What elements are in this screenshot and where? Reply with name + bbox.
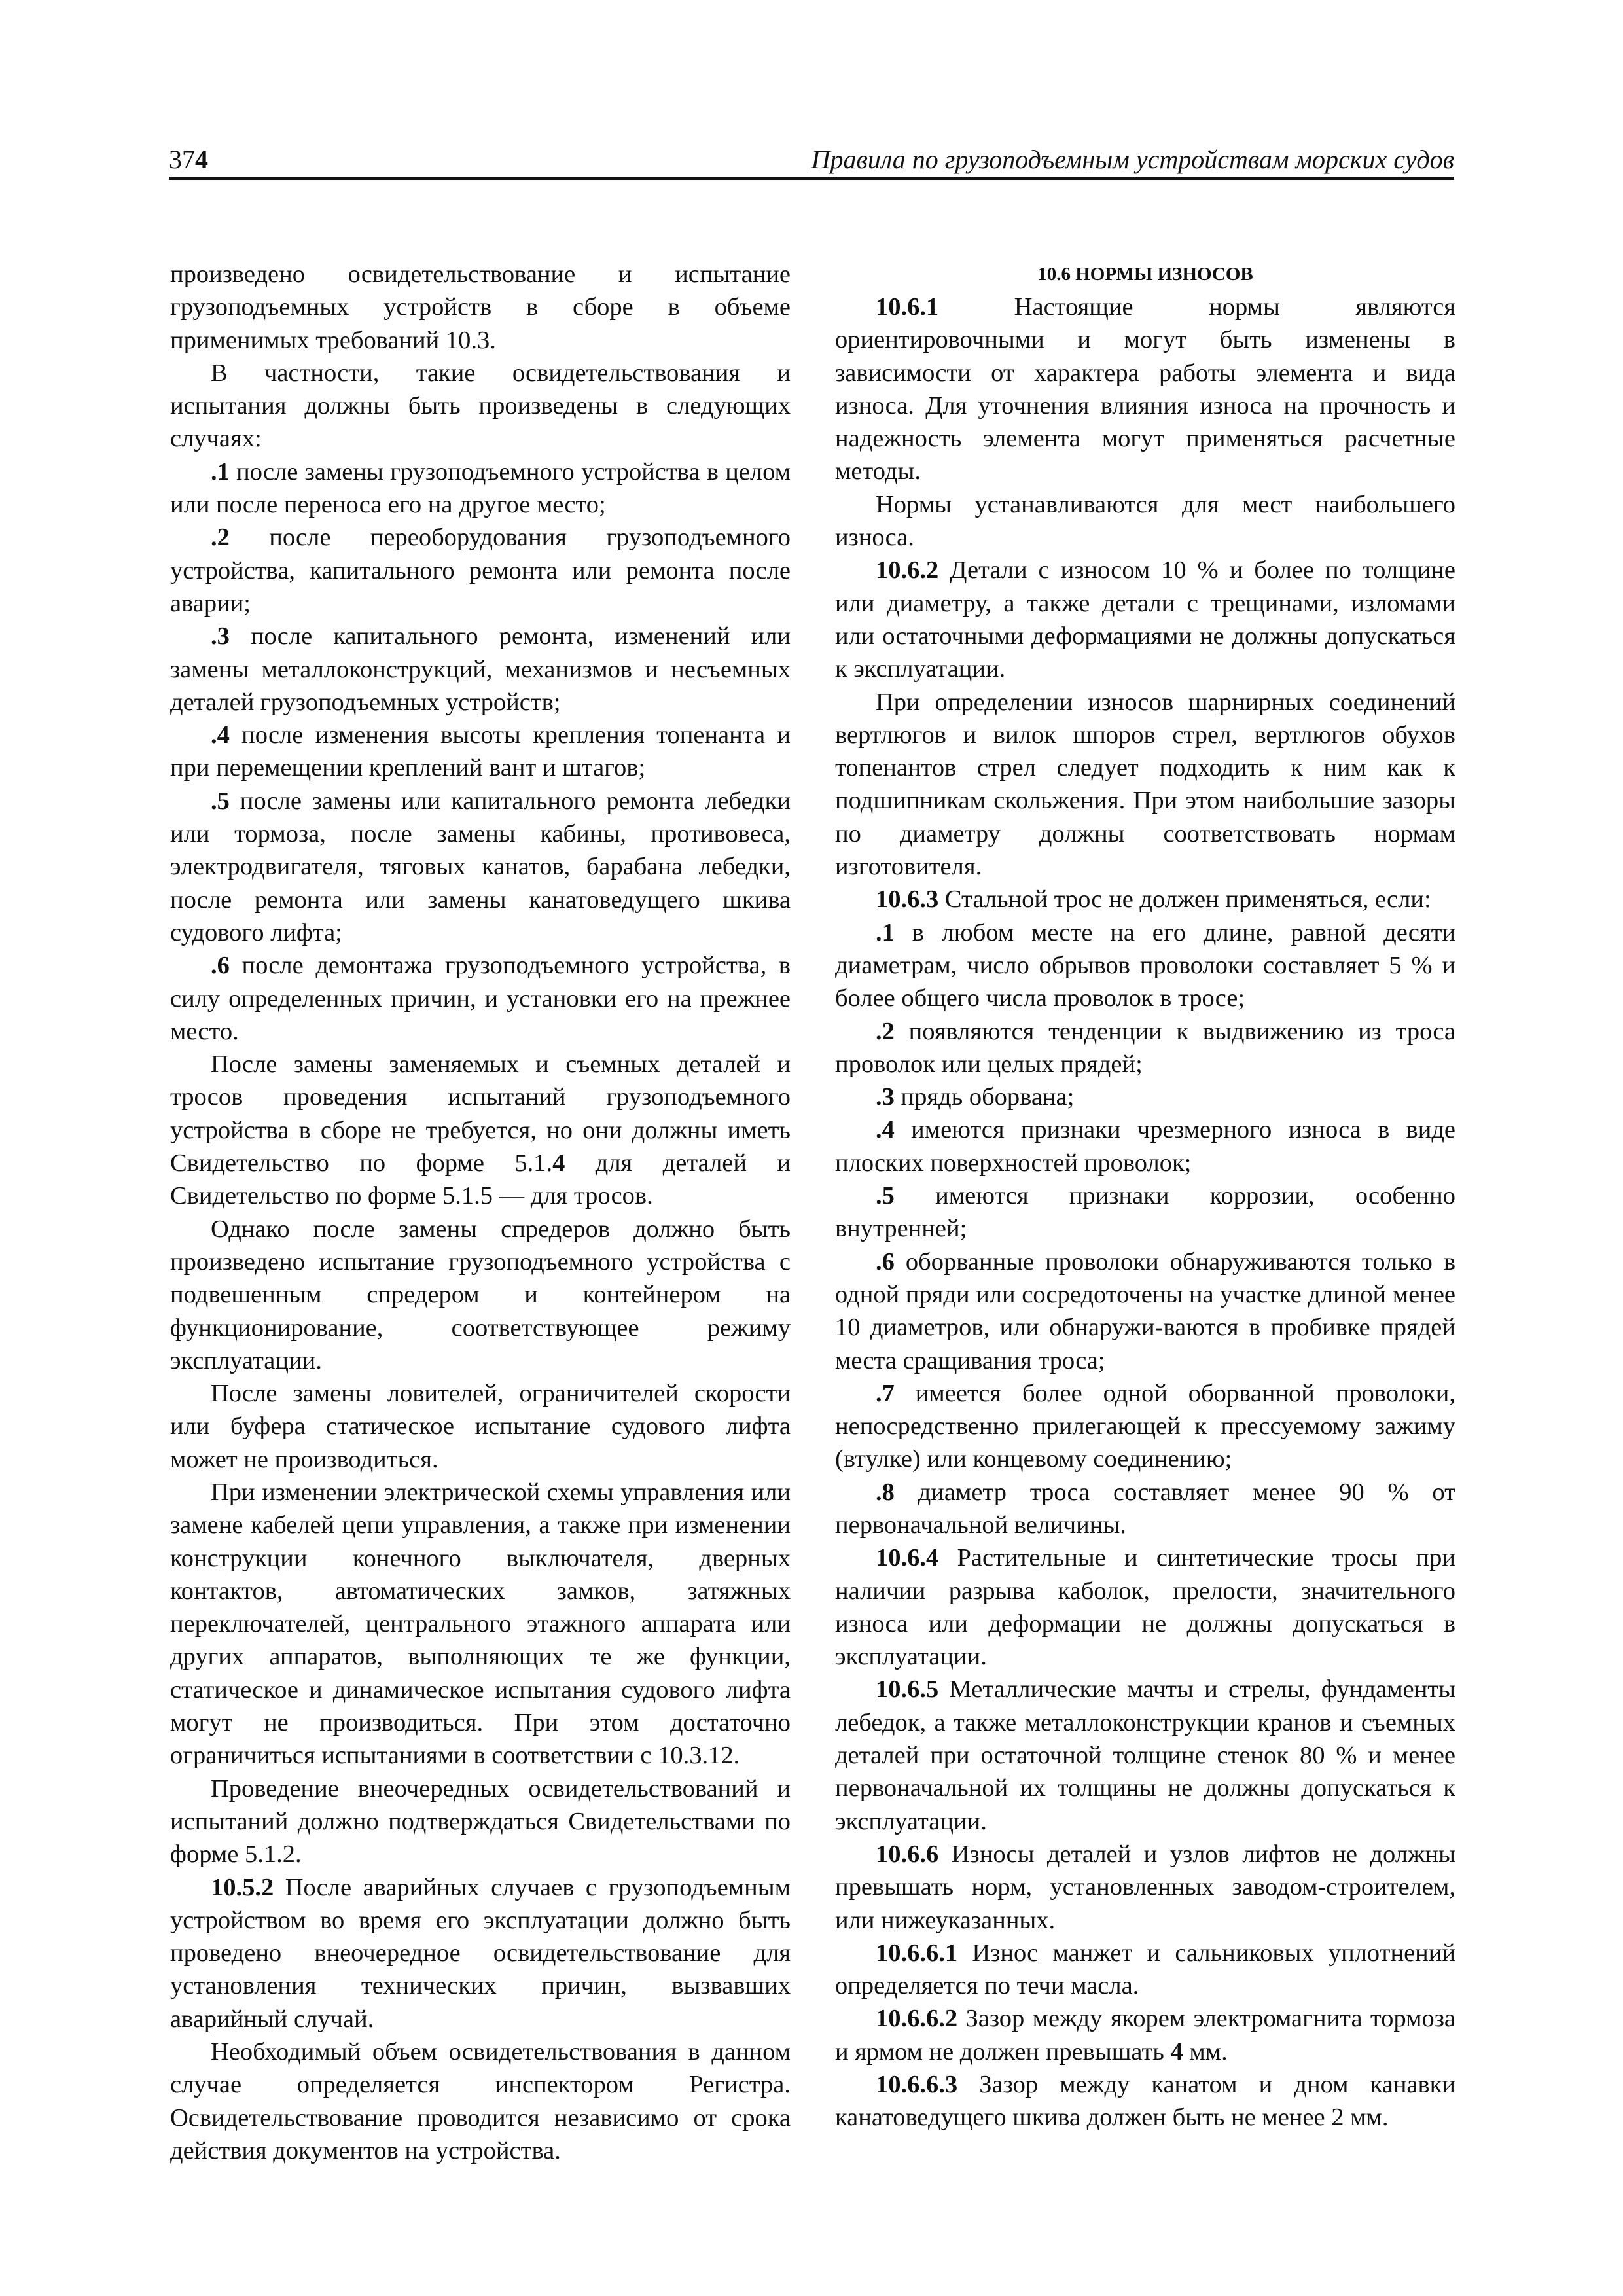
running-title: Правила по грузоподъемным устройствам морских судов <box>811 145 1454 174</box>
item-text: после демонтажа грузоподъемного устройства, в силу определенных причин, и установки его на прежнее место. <box>170 952 791 1045</box>
item-text: прядь оборвана; <box>894 1083 1075 1111</box>
page-number <box>169 144 208 175</box>
list-item <box>835 1015 1455 1081</box>
clause <box>835 291 1455 488</box>
paragraph: произведено освидетельствование и испытание грузоподъемных устройств в сборе в объеме применимых требований 10.3. <box>170 260 791 354</box>
item-number: .4 <box>876 1116 895 1144</box>
paragraph: При определении износов шарнирных соединений вертлюгов и вилок шпоров стрел, вертлюгов обухов топенантов стрел следует подходить к ним как к подшипникам скольжения. При этом наибольшие зазоры по диаметру должны соответствовать нормам изготовителя. <box>835 688 1455 881</box>
item-number: .8 <box>876 1478 895 1506</box>
list-item <box>835 1081 1455 1113</box>
item-number: .3 <box>211 622 230 651</box>
item-text: оборванные проволоки обнаруживаются только в одной пряди или сосредоточены на участке длиной менее 10 диаметров, или обнаружи-ваются в пробивке прядей места сращивания троса; <box>835 1247 1456 1374</box>
item-number: .3 <box>876 1083 895 1111</box>
clause-number: 10.6.2 <box>876 556 939 584</box>
list-item <box>170 949 791 1048</box>
clause-number: 10.6.6.3 <box>876 2071 958 2099</box>
bold-run: 4 <box>1170 2037 1183 2066</box>
clause-text: Зазор между якорем электромагнита тормоза и ярмом не должен превышать <box>835 2005 1455 2066</box>
paragraph: Нормы устанавливаются для мест наибольшего износа. <box>835 490 1455 552</box>
item-text: диаметр троса составляет менее 90 % от первоначальной величины. <box>835 1478 1455 1539</box>
clause-text: Настоящие нормы являются ориентировочными и могут быть изменены в зависимости от характера работы элемента и вида износа. Для уточнения влияния износа на прочность и надежность элемента могут применяться расчетные методы. <box>835 293 1455 486</box>
page-header <box>169 143 1454 179</box>
paragraph: После замены ловителей, ограничителей скорости или буфера статическое испытание судового лифта может не производиться. <box>170 1380 791 1473</box>
paragraph: В частности, такие освидетельствования и испытания должны быть произведены в следующих случаях: <box>170 359 791 453</box>
paragraph <box>170 1048 791 1212</box>
clause-text: Растительные и синтетические тросы при наличии разрыва каболок, прелости, значительного износа или деформации не должны допускаться в эксплуатации. <box>835 1544 1455 1671</box>
list-item <box>835 1179 1455 1246</box>
page-number-plain: 37 <box>169 145 195 174</box>
text-run: для деталей и Свидетельство по форме 5.1.5 — для тросов. <box>170 1149 791 1210</box>
clause <box>835 1541 1455 1673</box>
text-run: После замены заменяемых и съемных деталей и тросов проведения испытаний грузоподъемного устройства в сборе не требуется, но они должны иметь Свидетельство по форме 5.1. <box>170 1050 791 1177</box>
clause <box>835 554 1455 685</box>
left-column <box>170 258 791 2167</box>
paragraph: Проведение внеочередных освидетельствований и испытаний должно подтверждаться Свидетельствами по форме 5.1.2. <box>170 1774 791 1869</box>
clause <box>835 1673 1455 1837</box>
list-item <box>170 456 791 522</box>
list-item <box>170 620 791 719</box>
list-item <box>170 785 791 949</box>
clause-number: 10.6.4 <box>876 1544 939 1572</box>
list-item <box>835 1377 1455 1476</box>
item-text: появляются тенденции к выдвижению из троса проволок или целых прядей; <box>835 1017 1455 1078</box>
page-number-bold: 4 <box>195 145 208 174</box>
item-text: после замены грузоподъемного устройства в целом или после переноса его на другое место; <box>170 457 791 519</box>
clause <box>835 1937 1455 2003</box>
clause-number: 10.6.6.2 <box>876 2005 958 2033</box>
clause <box>170 1871 791 2036</box>
right-column <box>835 258 1455 2134</box>
item-number: .4 <box>211 721 230 749</box>
section-title: 10.6 НОРМЫ ИЗНОСОВ <box>1037 264 1253 285</box>
header-rule <box>169 177 1454 180</box>
clause-text: Детали с износом 10 % и более по толщине или диаметру, а также детали с трещинами, изломами или остаточными деформациями не должны допускаться к эксплуатации. <box>835 556 1455 683</box>
item-number: .1 <box>211 457 230 486</box>
list-item <box>835 1246 1455 1377</box>
clause-number: 10.6.6 <box>876 1840 939 1868</box>
list-item <box>170 521 791 620</box>
list-item <box>835 1476 1455 1542</box>
item-number: .5 <box>211 787 230 815</box>
item-text: после капитального ремонта, изменений или замены металлоконструкций, механизмов и несъемных деталей грузоподъемных устройств; <box>170 622 791 716</box>
item-text: имеются признаки коррозии, особенно внутренней; <box>835 1182 1455 1243</box>
clause-number: 10.6.1 <box>876 293 939 321</box>
paragraph: При изменении электрической схемы управления или замене кабелей цепи управления, а также при изменении конструкции конечного выключателя, дверных контактов, автоматических замков, затяжных переключателей, центрального этажного аппарата или других аппаратов, выполняющих те же функции, статическое и динамическое испытания судового лифта могут не производиться. При этом достаточно ограничиться испытаниями в соответствии с 10.3.12. <box>170 1478 791 1770</box>
item-number: .6 <box>876 1247 895 1276</box>
clause <box>835 2002 1455 2068</box>
clause-text: Стальной трос не должен применяться, если: <box>938 886 1431 914</box>
bold-run: 4 <box>552 1149 565 1177</box>
item-text: после изменения высоты крепления топенанта и при перемещении креплений вант и штагов; <box>170 721 791 782</box>
item-number: .1 <box>876 918 895 946</box>
clause-text: мм. <box>1183 2037 1228 2066</box>
clause <box>835 883 1455 916</box>
item-number: .2 <box>876 1017 895 1045</box>
list-item <box>835 1113 1455 1179</box>
clause-number: 10.5.2 <box>211 1873 274 1901</box>
clause-number: 10.6.5 <box>876 1676 939 1704</box>
item-text: в любом месте на его длине, равной десяти диаметрам, число обрывов проволоки составляет 5 % и более общего числа проволок в тросе; <box>835 918 1455 1013</box>
item-text: после замены или капитального ремонта лебедки или тормоза, после замены кабины, противовеса, электродвигателя, тяговых канатов, барабана лебедки, после ремонта или замены канатоведущего шкива судового лифта; <box>170 787 791 946</box>
clause-text: После аварийных случаев с грузоподъемным устройством во время его эксплуатации должно быть проведено внеочередное освидетельствование для установления технических причин, вызвавших аварийный случай. <box>170 1873 791 2033</box>
paragraph: Необходимый объем освидетельствования в данном случае определяется инспектором Регистра. Освидетельствование проводится независимо от срока действия документов на устройства. <box>170 2038 791 2164</box>
item-number: .7 <box>876 1379 895 1407</box>
clause-text: Металлические мачты и стрелы, фундаменты лебедок, а также металлоконструкции кранов и съемных деталей при остаточной толщине стенок 80 % и менее первоначальной их толщины не должны допускаться к эксплуатации. <box>835 1676 1455 1835</box>
item-text: после переоборудования грузоподъемного устройства, капитального ремонта или ремонта после аварии; <box>170 524 791 617</box>
item-text: имеется более одной оборванной проволоки, непосредственно прилегающей к прессуемому зажиму (втулке) или концевому соединению; <box>835 1379 1455 1473</box>
clause <box>835 1838 1455 1937</box>
item-text: имеются признаки чрезмерного износа в виде плоских поверхностей проволок; <box>835 1116 1455 1177</box>
clause-text: Зазор между канатом и дном канавки канатоведущего шкива должен быть не менее 2 мм. <box>835 2071 1455 2132</box>
list-item <box>835 916 1455 1015</box>
paragraph: Однако после замены спредеров должно быть произведено испытание грузоподъемного устройства с подвешенным спредером и контейнером на функционирование, соответствующее режиму эксплуатации. <box>170 1215 791 1374</box>
clause-number: 10.6.3 <box>876 886 939 914</box>
list-item <box>170 719 791 785</box>
clause-number: 10.6.6.1 <box>876 1939 958 1967</box>
item-number: .6 <box>211 952 230 980</box>
clause <box>835 2068 1455 2134</box>
clause-text: Износ манжет и сальниковых уплотнений определяется по течи масла. <box>835 1939 1455 2000</box>
item-number: .2 <box>211 524 230 552</box>
item-number: .5 <box>876 1182 895 1210</box>
clause-text: Износы деталей и узлов лифтов не должны превышать норм, установленных заводом-строителем, или нижеуказанных. <box>835 1840 1455 1934</box>
